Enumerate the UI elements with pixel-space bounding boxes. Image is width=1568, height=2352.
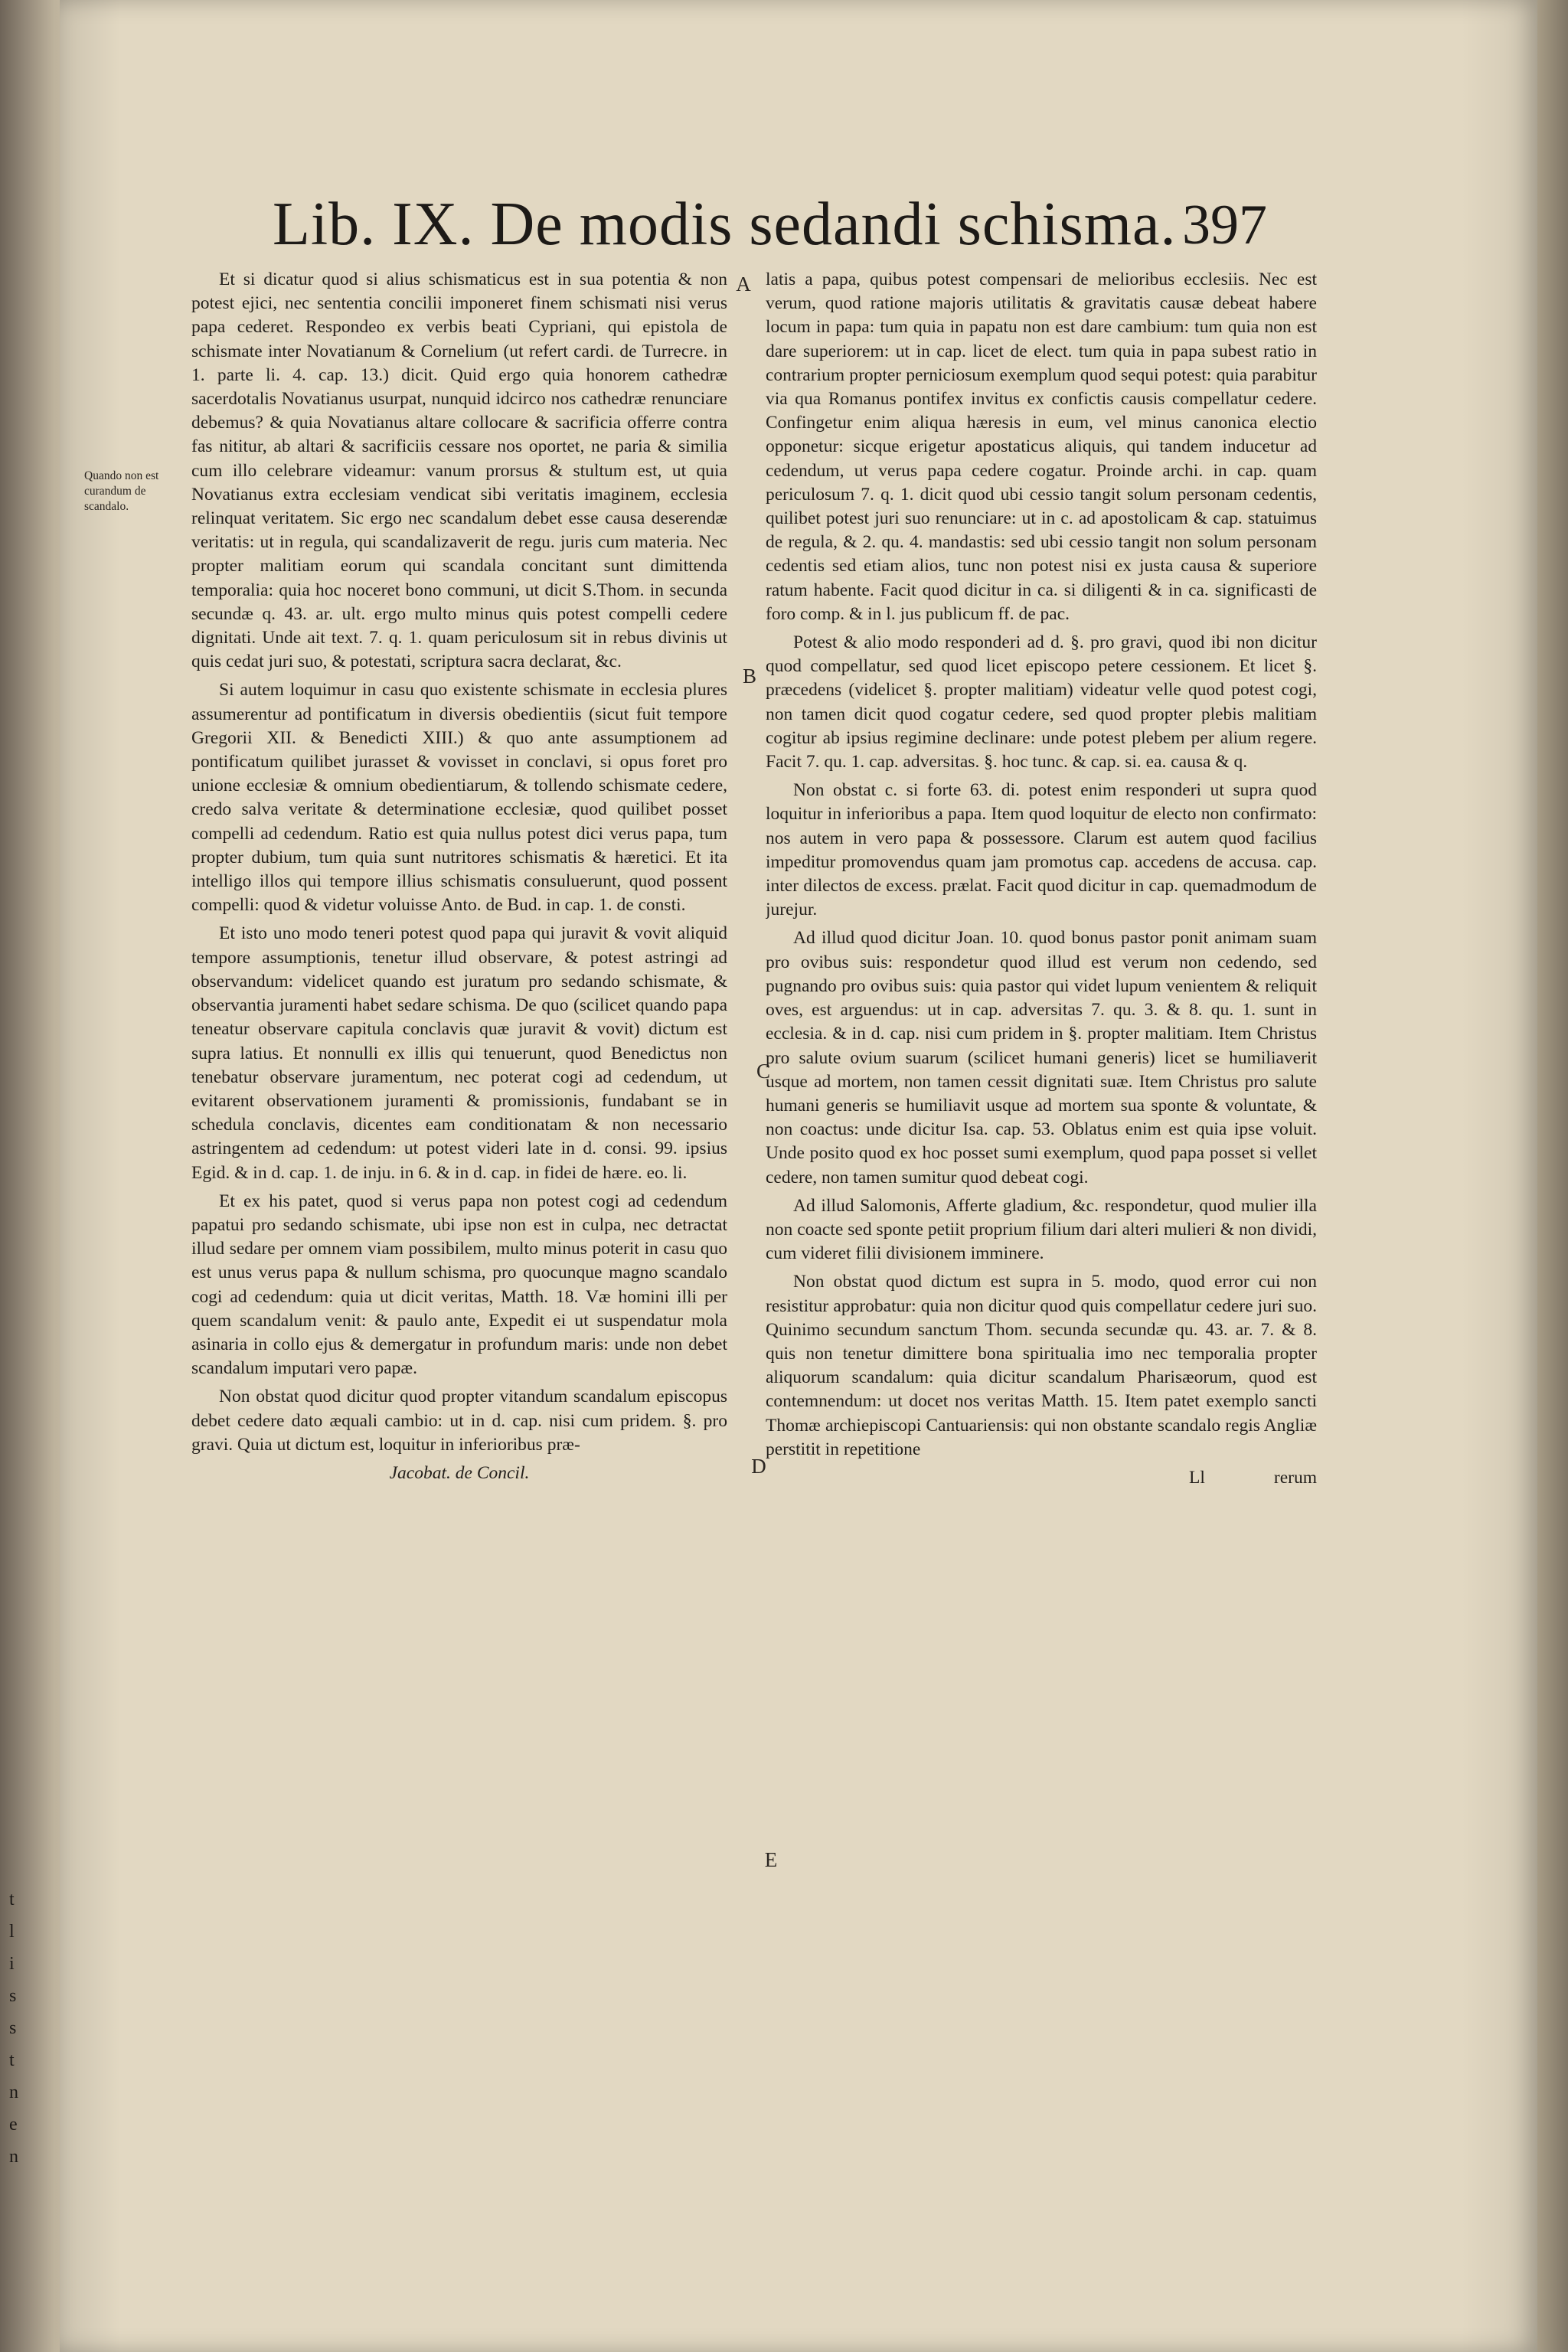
section-marker-b: B	[742, 665, 756, 688]
running-title: Lib. IX. De modis sedandi schisma.	[273, 191, 1177, 258]
paragraph: Non obstat c. si forte 63. di. potest enim responderi ut supra quod loquitur in inferioribus a papa. Item quod loquitur de electo non confirmato: nos autem in vero papa & possessore. Clarum est autem quod facilius impeditur promovendus quam jam promotus cap. accedens de accusa. cap. inter dilectos de excess. prælat. Facit quod dicitur in cap. quemadmodum de jurejur.	[766, 780, 1317, 920]
paragraph: Non obstat quod dicitur quod propter vitandum scandalum episcopus debet cedere dato æquali cambio: ut in d. cap. nisi cum pridem. §. pro gravi. Quia ut dictum est, loquitur in inferioribus præ-	[191, 1387, 727, 1455]
fragment-letter: n	[9, 2147, 18, 2167]
paragraph: Ad illud Salomonis, Afferte gladium, &c. respondetur, quod mulier illa non coacte sed sponte petiit proprium filium dari alteri mulieri & non dividi, cum videret filii divisionem imminere.	[766, 1195, 1317, 1264]
paragraph: latis a papa, quibus potest compensari de melioribus ecclesiis. Nec est verum, quod ratione majoris utilitatis & gravitatis causæ debeat habere locum in papa: tum quia in papatu non est dare cambium: tum quia non est dare superiorem: ut in cap. licet de elect. tum quia in papa subest ratio in contrarium propter perniciosum exemplum quod sequi potest: quia parabitur via qua Romanus pontifex invitus ex confictis causis compellatur cedere. Confingetur enim aliqua hæresis in eum, vel minus canonica electio opponetur: sicque erigetur apostaticus aliquis, qui tandem inducetur ad cedendum, ut verus papa cedere cogatur. Proinde archi. in cap. quam periculosum 7. q. 1. dicit quod ubi cessio tangit solum personam cedentis, quilibet potest juri suo renunciare: ut in c. ad apostolicam & cap. statuimus de regula, & 2. qu. 4. mandastis: sed ubi cessio tangit non solum personam cedentis sed etiam alios, tunc non potest nisi ex justa causa & superiore ratum habente. Facit quod dicitur in ca. si diligenti & in ca. significasti de foro comp. & in l. jus publicum ff. de pac.	[766, 270, 1317, 624]
fragment-letter: e	[9, 2115, 18, 2135]
page-number: 397	[1182, 194, 1267, 256]
fragment-letter: s	[9, 1986, 17, 2006]
paragraph: Ad illud quod dicitur Joan. 10. quod bonus pastor ponit animam suam pro ovibus suis: respondetur quod illud est verum non cedendo, sed pugnando pro ovibus suis: quia pastor qui videt lupum venientem & reliquit oves, est arguendus: ut in cap. adversitas 7. qu. 3. & 8. qu. 1. sunt in ecclesia. & in d. cap. nisi cum pridem in §. propter malitiam. Item Christus pro salute ovium suarum (scilicet humani generis) licet se humiliaverit usque ad mortem, non tamen cessit dignitati suæ. Item Christus pro salute humani generis se humiliavit usque ad mortem sua sponte & voluntate, & non coactus: unde dicitur Isa. cap. 53. Oblatus enim est quia ipse voluit. Unde posito quod ex hoc posset sumi exemplum, quod papa posset si vellet cedere, non tamen sumitur quod debeat cogi.	[766, 928, 1317, 1187]
section-marker-d: D	[751, 1455, 766, 1478]
left-column	[191, 268, 727, 2197]
fragment-letter: i	[9, 1954, 15, 1974]
paragraph: Potest & alio modo responderi ad d. §. pro gravi, quod ibi non dicitur quod compellatur, sed quod licet episcopo petere cessionem. Et licet §. præcedens (videlicet §. propter malitiam) videatur velle quod potest cogi, non tamen dicit quod cogatur cedere, sed quod propter plebis malitiam cogitur ab ipsius regimine declinare: unde potest plebem per alium regere. Facit 7. qu. 1. cap. adversitas. §. hoc tunc. & cap. si. ea. causa & q.	[766, 632, 1317, 773]
right-column	[766, 268, 1317, 2274]
fragment-letter: n	[9, 2082, 18, 2102]
margin-note: Quando non est curandum de scandalo.	[84, 469, 159, 513]
signature-mark: Jacobat. de Concil.	[389, 1462, 530, 1483]
paragraph: Si autem loquimur in casu quo existente schismate in ecclesia plures assumerentur ad pontificatum in diversis obedientiis (sicut fuit tempore Gregorii XII. & Benedicti XIII.) & quo ante assumptionem ad pontificatum quilibet jurasset & vovisset in conclavi, si opus foret pro unione ecclesiæ & omnium obedientiarum, & tollendo schismate cedere, credo salva veritate & determinatione ecclesiæ, quod quilibet posset compelli ad cedendum. Ratio est quia nullus potest dici verus papa, tum propter dubium, tum quia sunt nutritores schismatis & hæretici. Et ita intelligo illos qui tempore illius schismatis consuluerunt, quod possent compelli: quod & videtur voluisse Anto. de Bud. in cap. 1. de consti.	[191, 680, 727, 916]
fragment-letter: l	[9, 1922, 15, 1942]
paragraph: Et si dicatur quod si alius schismaticus est in sua potentia & non potest ejici, nec sententia concilii imponeret finem schismati nisi verus papa cederet. Respondeo ex verbis beati Cypriani, qui epistola de schismate inter Novatianum & Cornelium (ut refert cardi. de Turrecre. in 1. parte li. 4. cap. 13.) dicit. Quid ergo quia honorem cathedræ sacerdotalis Novatianus usurpat, nunquid idcirco nos cathedræ renunciare debemus? & quia Novatianus altare collocare & sacrificia offerre contra fas nititur, ab altari & sacrificiis cessare nos oportet, ne paria & similia cum illo celebrare videamur: vanum prorsus & stultum est, ut quia Novatianus extra ecclesiam vendicat sibi veritatis imaginem, ecclesia relinquat veritatem. Sic ergo nec scandalum debet esse causa deserendæ veritatis: ut in regula, qui scandalizaverit de regu. juris cum materia. Nec propter malitiam eorum qui scandala concitant sunt dimittenda temporalia: quia hoc noceret bono communi, ut dicit S.Thom. in secunda secundæ q. 43. ar. ult. ergo multo minus quis potest compelli cedere dignitati. Unde ait text. 7. q. 1. quam periculosum sit in rebus divinis ut quis cedat juri suo, & potestati, scriptura sacra declarat, &c.	[191, 270, 727, 672]
paragraph: Non obstat quod dictum est supra in 5. modo, quod error cui non resistitur approbatur: quia non dicitur quod quis compellatur cedere juri suo. Quinimo secundum sanctum Thom. secunda secundæ qu. 43. ar. 7. & 8. quis non tenetur dimittere bona spiritualia imo nec temporalia propter aliquorum scandalum: quia dicitur scandalum Pharisæorum, quod est contemnendum: ut docet nos veritas Matth. 15. Item patet exemplo sancti Thomæ archiepiscopi Cantuariensis: qui non obstante scandalo regis Angliæ perstitit in repetitione	[766, 1272, 1317, 1459]
fragment-letter: t	[9, 1890, 15, 1909]
catchword: rerum	[1273, 1467, 1317, 1488]
paragraph: Et isto uno modo teneri potest quod papa qui juravit & vovit aliquid tempore assumptionis, tenetur illud observare, & potest astringi ad observandum: videlicet quando est juratum pro sedando schismate, & observantia juramenti habet sedare schisma. De quo (scilicet quando papa teneatur observare capitula conclavis quæ juravit & vovit) dictum est supra latius. Et nonnulli ex illis qui tenuerunt, quod Benedictus non tenebatur observare juramentum, nec poterat cogi ad cedendum, ut evitarent observationem juramenti & promissionis, fundabant se in schedula conclavis, dicentes eam conditionatam & non necessario astringentem ad cedendum: ut potest videri late in d. consi. 99. ipsius Egid. & in d. cap. 1. de inju. in 6. & in d. cap. in fidei de hære. eo. li.	[191, 923, 727, 1183]
footer-line	[766, 1466, 1317, 1490]
section-marker-c: C	[756, 1060, 770, 1083]
facing-page-fragment	[9, 1883, 29, 2282]
paragraph: Et ex his patet, quod si verus papa non potest cogi ad cedendum papatui pro sedando schismate, ubi ipse non est in culpa, nec detractat illud sedare per omnem viam possibilem, multo minus poterit in casu quo est unus verus papa & nullum schisma, pro quocunque magno scandalo cogi ad cedendum: quia ut dicit veritas, Matth. 18. Væ homini illi per quem scandalum venit: & paulo ante, Expedit ei ut suspendatur mola asinaria in collo ejus & demergatur in profundum maris: unde non debet scandalum imputari vero papæ.	[191, 1191, 727, 1379]
fragment-letter: t	[9, 2050, 15, 2070]
signature-mark: Ll	[1188, 1467, 1205, 1488]
section-marker-e: E	[764, 1848, 778, 1871]
section-marker-a: A	[736, 273, 751, 296]
fragment-letter: s	[9, 2018, 17, 2038]
